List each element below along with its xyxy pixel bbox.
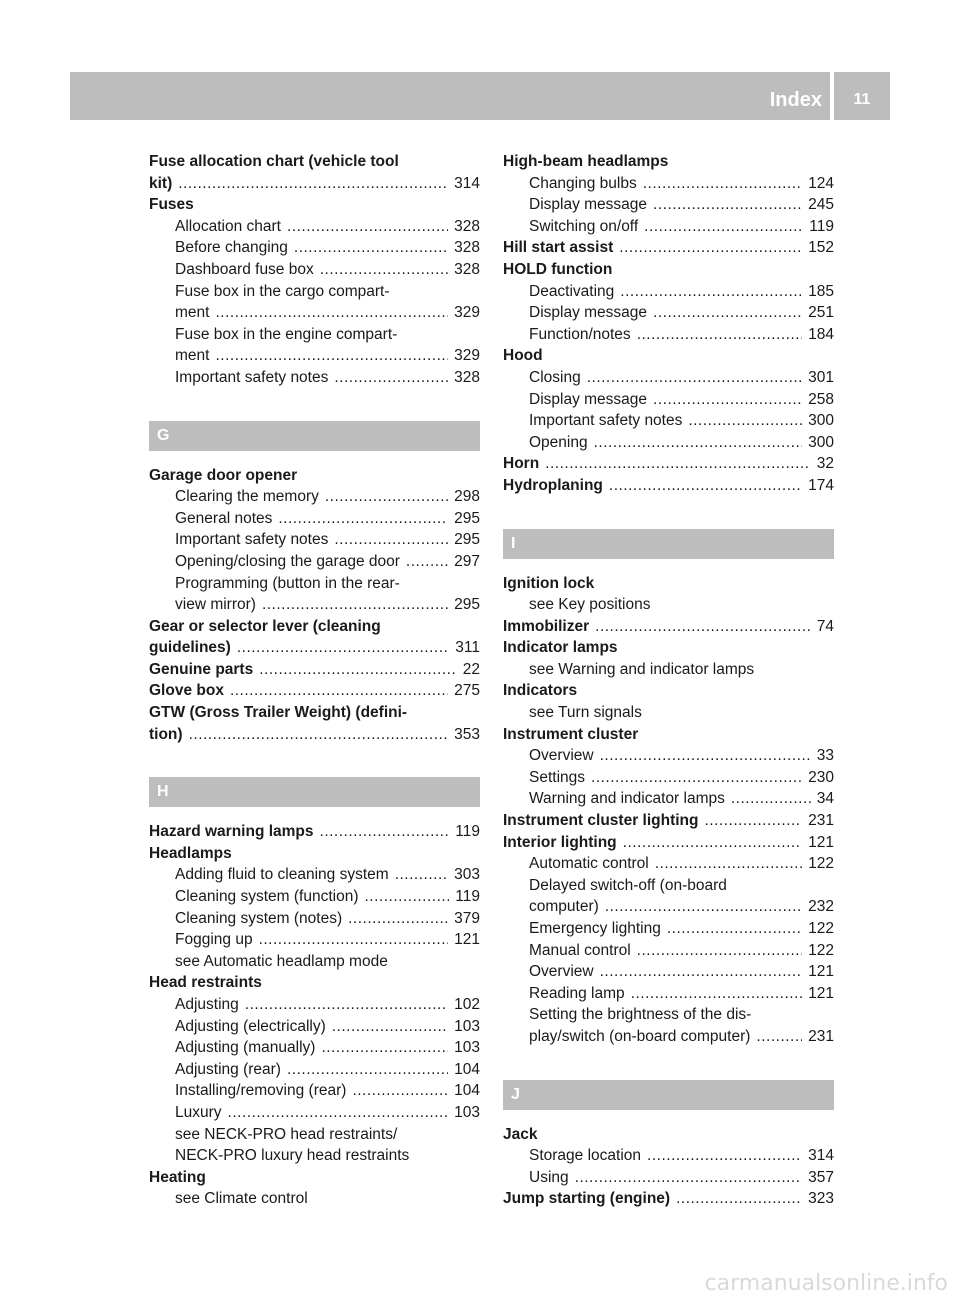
leader-dots — [321, 1037, 448, 1059]
index-entry — [149, 659, 480, 681]
index-entry-text: computer) — [529, 898, 599, 916]
index-entry — [503, 702, 834, 724]
index-entry — [503, 875, 834, 897]
index-entry-page: 122 — [808, 855, 834, 873]
leader-dots — [332, 1016, 448, 1038]
index-entry-text: Function/notes — [529, 325, 631, 343]
index-entry-page: 353 — [454, 725, 480, 743]
index-entry-text: High-beam headlamps — [503, 153, 669, 170]
index-entry — [149, 1145, 480, 1167]
index-entry — [149, 929, 480, 951]
index-entry-text: Hood — [503, 347, 543, 365]
index-entry-text: see Automatic headlamp mode — [175, 952, 388, 970]
entries-j — [503, 1124, 834, 1210]
index-entry-text: Opening — [529, 433, 588, 451]
index-entry — [503, 918, 834, 940]
index-entry-text: Storage location — [529, 1147, 642, 1165]
index-entry-page: 121 — [808, 833, 834, 851]
index-column-left — [149, 151, 480, 1210]
index-entry-page: 121 — [808, 963, 834, 981]
leader-dots — [545, 453, 811, 475]
index-entry-text: Setting the brightness of the dis- — [529, 1006, 752, 1024]
index-entry-text: Hill start assist — [503, 239, 614, 257]
index-entry-page: 303 — [454, 866, 480, 884]
index-entry — [149, 345, 480, 367]
entries-g — [149, 465, 480, 746]
leader-dots — [262, 594, 448, 616]
index-entry-page: 74 — [816, 617, 834, 635]
index-entry-text: Using — [529, 1168, 569, 1186]
section-header-i: I — [503, 529, 834, 559]
index-entry-text: play/switch (on-board computer) — [529, 1027, 751, 1045]
index-entry-text: Opening/closing the garage door — [175, 552, 400, 570]
entries-i — [503, 573, 834, 1048]
leader-dots — [587, 367, 802, 389]
index-entry-text: Indicator lamps — [503, 639, 618, 657]
index-entry-text: Luxury — [175, 1103, 222, 1121]
index-entry — [149, 324, 480, 346]
index-entry — [149, 573, 480, 595]
index-entry — [149, 724, 480, 746]
index-entry — [503, 216, 834, 238]
leader-dots — [575, 1167, 802, 1189]
index-entry — [149, 529, 480, 551]
leader-dots — [756, 1026, 802, 1048]
leader-dots — [348, 908, 448, 930]
index-entry-page: 152 — [808, 239, 834, 257]
index-entry-text: Immobilizer — [503, 617, 590, 635]
header-bar — [70, 72, 890, 120]
index-entry — [149, 864, 480, 886]
index-entry-text: Dashboard fuse box — [175, 260, 314, 278]
index-entry — [149, 821, 480, 843]
index-entry — [503, 453, 834, 475]
index-entry — [503, 983, 834, 1005]
index-entry — [149, 465, 480, 487]
index-entry — [149, 1059, 480, 1081]
index-entry-text: Adjusting (manually) — [175, 1039, 316, 1057]
leader-dots — [609, 475, 802, 497]
index-entry-text: see Key positions — [529, 596, 651, 614]
index-entry-page: 379 — [454, 909, 480, 927]
index-entry — [503, 1167, 834, 1189]
index-entry — [149, 908, 480, 930]
index-entry-page: 301 — [808, 368, 834, 386]
index-entry — [503, 724, 834, 746]
index-entry — [503, 767, 834, 789]
index-entry-page: 103 — [454, 1017, 480, 1035]
leader-dots — [352, 1080, 448, 1102]
index-entry-page: 103 — [454, 1039, 480, 1057]
leader-dots — [320, 821, 450, 843]
leader-dots — [334, 367, 448, 389]
leader-dots — [623, 832, 802, 854]
index-entry-text: Closing — [529, 368, 581, 386]
index-entry-page: 174 — [808, 476, 834, 494]
index-entry-text: see NECK-PRO head restraints/ — [175, 1125, 398, 1143]
index-entry — [503, 173, 834, 195]
leader-dots — [600, 961, 803, 983]
index-entry-text: Interior lighting — [503, 833, 617, 851]
index-entry-text: Installing/removing (rear) — [175, 1082, 347, 1100]
index-entry-text: Cleaning system (notes) — [175, 909, 343, 927]
index-entry-text: Jack — [503, 1125, 538, 1143]
leader-dots — [704, 810, 802, 832]
index-entry — [503, 324, 834, 346]
leader-dots — [637, 940, 802, 962]
index-entry — [503, 659, 834, 681]
index-entry — [503, 853, 834, 875]
index-entry-page: 314 — [808, 1147, 834, 1165]
index-entry-page: 258 — [808, 390, 834, 408]
index-entry-text: Programming (button in the rear- — [175, 574, 400, 592]
section-header-g: G — [149, 421, 480, 451]
index-entry-page: 328 — [454, 239, 480, 257]
leader-dots — [644, 216, 803, 238]
leader-dots — [595, 616, 811, 638]
index-entry — [149, 680, 480, 702]
index-entry — [503, 680, 834, 702]
index-entry-text: Emergency lighting — [529, 920, 661, 937]
index-entry — [503, 832, 834, 854]
index-entry-text: Ignition lock — [503, 574, 595, 592]
index-entry — [149, 259, 480, 281]
index-entry-text: Adjusting (rear) — [175, 1060, 281, 1078]
index-entry — [503, 810, 834, 832]
index-entry-page: 232 — [808, 898, 834, 916]
index-entry-text: Adjusting (electrically) — [175, 1017, 326, 1035]
index-entry-text: ment — [175, 347, 210, 365]
index-entry-text: Automatic control — [529, 855, 649, 873]
index-entry — [503, 940, 834, 962]
index-entry-text: Jump starting (engine) — [503, 1190, 671, 1208]
leader-dots — [620, 281, 802, 303]
index-entry-text: ment — [175, 304, 210, 322]
index-entry — [149, 1016, 480, 1038]
index-entry — [149, 551, 480, 573]
index-entry-text: Manual control — [529, 941, 631, 959]
index-entry — [149, 508, 480, 530]
index-entry-text: see Turn signals — [529, 704, 642, 722]
leader-dots — [230, 680, 448, 702]
index-entry-text: guidelines) — [149, 639, 231, 657]
index-entry-page: 329 — [454, 347, 480, 365]
index-entry-text: Cleaning system (function) — [175, 888, 359, 906]
index-entry — [149, 637, 480, 659]
index-entry — [503, 475, 834, 497]
index-entry — [149, 994, 480, 1016]
index-entry-text: Horn — [503, 455, 540, 473]
index-entry-text: GTW (Gross Trailer Weight) (defini- — [149, 704, 408, 722]
index-entry-text: Fuse box in the engine compart- — [175, 325, 398, 343]
index-entry-text: Overview — [529, 747, 594, 765]
index-entry-text: see Climate control — [175, 1190, 308, 1208]
index-entry-page: 104 — [454, 1082, 480, 1100]
index-entry-text: Changing bulbs — [529, 174, 637, 192]
index-entry-text: Hazard warning lamps — [149, 823, 314, 841]
index-entry — [503, 410, 834, 432]
leader-dots — [655, 853, 802, 875]
index-entry-page: 185 — [808, 282, 834, 300]
leader-dots — [259, 659, 457, 681]
leader-dots — [287, 216, 448, 238]
index-entry-page: 184 — [808, 325, 834, 343]
leader-dots — [600, 745, 811, 767]
index-entry-page: 230 — [808, 768, 834, 786]
index-entry — [149, 302, 480, 324]
index-entry-page: 300 — [808, 433, 834, 451]
index-entry-page: 119 — [809, 217, 834, 235]
leader-dots — [294, 237, 448, 259]
index-entry-page: 357 — [808, 1168, 834, 1186]
index-entry-page: 295 — [454, 531, 480, 549]
index-entry — [503, 961, 834, 983]
index-entry-text: Fuses — [149, 196, 194, 214]
index-entry-text: Warning and indicator lamps — [529, 790, 725, 808]
leader-dots — [228, 1102, 449, 1124]
index-entry-text: General notes — [175, 509, 273, 527]
index-entry-page: 32 — [816, 455, 834, 473]
leader-dots — [676, 1188, 802, 1210]
index-entry-page: 295 — [454, 509, 480, 527]
index-entry-text: tion) — [149, 725, 183, 743]
leader-dots — [667, 918, 802, 940]
index-entry-text: Important safety notes — [175, 531, 329, 549]
index-entry-text: Important safety notes — [529, 412, 683, 430]
leader-dots — [365, 886, 450, 908]
section-header-j: J — [503, 1080, 834, 1110]
index-entry — [149, 486, 480, 508]
index-entry — [149, 151, 480, 173]
index-entry — [503, 345, 834, 367]
index-entry — [149, 594, 480, 616]
leader-dots — [178, 173, 448, 195]
leader-dots — [688, 410, 802, 432]
index-entry-text: Fuse allocation chart (vehicle tool — [149, 153, 399, 170]
index-entry-page: 121 — [454, 931, 480, 949]
index-entry — [149, 173, 480, 195]
index-entry-text: view mirror) — [175, 596, 256, 614]
leader-dots — [653, 302, 802, 324]
index-entry-page: 121 — [808, 984, 834, 1002]
index-entry-page: 275 — [454, 682, 480, 700]
index-entry-page: 245 — [808, 196, 834, 214]
index-entry-page: 297 — [454, 552, 480, 570]
index-entry-text: Switching on/off — [529, 217, 639, 235]
index-entry-page: 119 — [455, 823, 480, 841]
index-entry-page: 104 — [454, 1060, 480, 1078]
index-entry-text: Garage door opener — [149, 466, 298, 484]
index-entry-page: 122 — [808, 920, 834, 937]
index-entry — [503, 573, 834, 595]
index-entry-page: 328 — [454, 368, 480, 386]
index-entry-text: Gear or selector lever (cleaning — [149, 617, 381, 635]
index-entry-text: Allocation chart — [175, 217, 281, 235]
leader-dots — [325, 486, 448, 508]
index-entry-text: Display message — [529, 196, 648, 214]
index-entry — [149, 972, 480, 994]
index-entry-page: 102 — [454, 996, 480, 1013]
index-entry-text: Deactivating — [529, 282, 615, 300]
leader-dots — [594, 432, 803, 454]
leader-dots — [287, 1059, 448, 1081]
index-entry-page: 103 — [454, 1103, 480, 1121]
leader-dots — [619, 237, 802, 259]
index-entry — [503, 1188, 834, 1210]
index-entry-page: 323 — [808, 1190, 834, 1208]
index-entry-page: 119 — [455, 888, 480, 906]
leader-dots — [406, 551, 448, 573]
index-entry-text: Adding fluid to cleaning system — [175, 866, 389, 884]
section-header-h: H — [149, 777, 480, 807]
index-entry-page: 314 — [454, 174, 480, 192]
index-entry-text: Settings — [529, 768, 586, 786]
index-entry-page: 328 — [454, 217, 480, 235]
index-entry — [149, 951, 480, 973]
index-entry — [149, 1124, 480, 1146]
index-entry — [149, 843, 480, 865]
index-entry-text: HOLD function — [503, 260, 613, 278]
index-entry — [149, 1037, 480, 1059]
index-entry-page: 311 — [455, 639, 480, 657]
index-entry-text: Display message — [529, 304, 648, 322]
index-entry — [503, 1026, 834, 1048]
index-entry — [503, 194, 834, 216]
index-entry — [503, 1124, 834, 1146]
index-entry — [503, 1004, 834, 1026]
index-entry-text: Important safety notes — [175, 368, 329, 386]
index-entry — [149, 237, 480, 259]
index-entry-text: Instrument cluster lighting — [503, 812, 699, 830]
index-entry — [503, 594, 834, 616]
index-entry-text: Headlamps — [149, 844, 232, 862]
index-entry-page: 22 — [462, 660, 480, 678]
index-entry-text: Fuse box in the cargo compart- — [175, 282, 390, 300]
index-entry-page: 329 — [454, 304, 480, 322]
leader-dots — [653, 194, 802, 216]
index-entry — [149, 281, 480, 303]
leader-dots — [653, 389, 802, 411]
index-entry-page: 34 — [816, 790, 834, 808]
index-entry — [149, 216, 480, 238]
index-column-right — [503, 151, 834, 1210]
leader-dots — [245, 994, 448, 1016]
index-entry-page: 231 — [808, 1027, 834, 1045]
index-entry-text: Genuine parts — [149, 660, 254, 678]
index-entry-text: Adjusting — [175, 996, 239, 1013]
index-entry-text: Fogging up — [175, 931, 253, 949]
index-entry-page: 295 — [454, 596, 480, 614]
page-title: Index — [769, 89, 822, 111]
index-entry-text: NECK-PRO luxury head restraints — [175, 1147, 410, 1165]
index-entry-text: Before changing — [175, 239, 288, 257]
index-entry-page: 328 — [454, 260, 480, 278]
leader-dots — [643, 173, 802, 195]
entries-h2 — [503, 151, 834, 497]
index-entry — [149, 367, 480, 389]
index-entry — [503, 432, 834, 454]
index-entry-text: Overview — [529, 963, 594, 981]
index-entry — [503, 302, 834, 324]
index-entry-page: 251 — [808, 304, 834, 322]
index-entry — [503, 151, 834, 173]
index-entry — [149, 1080, 480, 1102]
leader-dots — [215, 302, 448, 324]
index-entry — [503, 788, 834, 810]
index-entry — [503, 281, 834, 303]
index-entry-page: 300 — [808, 412, 834, 430]
leader-dots — [631, 983, 802, 1005]
index-entry — [149, 1188, 480, 1210]
index-entry-text: kit) — [149, 174, 173, 192]
leader-dots — [647, 1145, 802, 1167]
watermark: carmanualsonline.info — [704, 1271, 948, 1296]
leader-dots — [320, 259, 448, 281]
page-number: 11 — [853, 91, 871, 108]
leader-dots — [395, 864, 448, 886]
index-entry — [503, 367, 834, 389]
leader-dots — [334, 529, 448, 551]
index-entry-page: 231 — [808, 812, 834, 830]
index-entry-page: 33 — [816, 747, 834, 765]
leader-dots — [215, 345, 448, 367]
entries-h — [149, 821, 480, 1210]
leader-dots — [605, 896, 802, 918]
index-entry — [149, 702, 480, 724]
index-entry — [503, 389, 834, 411]
index-entry — [503, 745, 834, 767]
index-entry — [149, 886, 480, 908]
leader-dots — [637, 324, 802, 346]
index-entry-text: Indicators — [503, 682, 578, 700]
leader-dots — [259, 929, 449, 951]
index-entry-page: 124 — [808, 174, 834, 192]
index-entry-text: Delayed switch-off (on-board — [529, 876, 727, 894]
index-entry-page: 298 — [454, 488, 480, 506]
index-entry-text: Hydroplaning — [503, 476, 603, 494]
leader-dots — [237, 637, 449, 659]
index-entry-text: Head restraints — [149, 974, 262, 992]
index-entry — [149, 1167, 480, 1189]
index-entry — [503, 237, 834, 259]
index-entry — [503, 896, 834, 918]
entries-f — [149, 151, 480, 389]
index-entry — [149, 616, 480, 638]
index-entry-text: Display message — [529, 390, 648, 408]
index-entry-text: see Warning and indicator lamps — [529, 660, 755, 678]
index-entry — [503, 637, 834, 659]
index-entry — [503, 259, 834, 281]
leader-dots — [189, 724, 449, 746]
index-entry — [149, 194, 480, 216]
index-entry-text: Clearing the memory — [175, 488, 319, 506]
index-entry — [503, 616, 834, 638]
index-entry-text: Reading lamp — [529, 984, 625, 1002]
index-entry — [149, 1102, 480, 1124]
leader-dots — [278, 508, 448, 530]
index-entry-page: 122 — [808, 941, 834, 959]
index-entry-text: Glove box — [149, 682, 224, 700]
index-entry — [503, 1145, 834, 1167]
index-entry-text: Heating — [149, 1168, 206, 1186]
index-entry-text: Instrument cluster — [503, 725, 639, 743]
leader-dots — [731, 788, 811, 810]
leader-dots — [591, 767, 802, 789]
